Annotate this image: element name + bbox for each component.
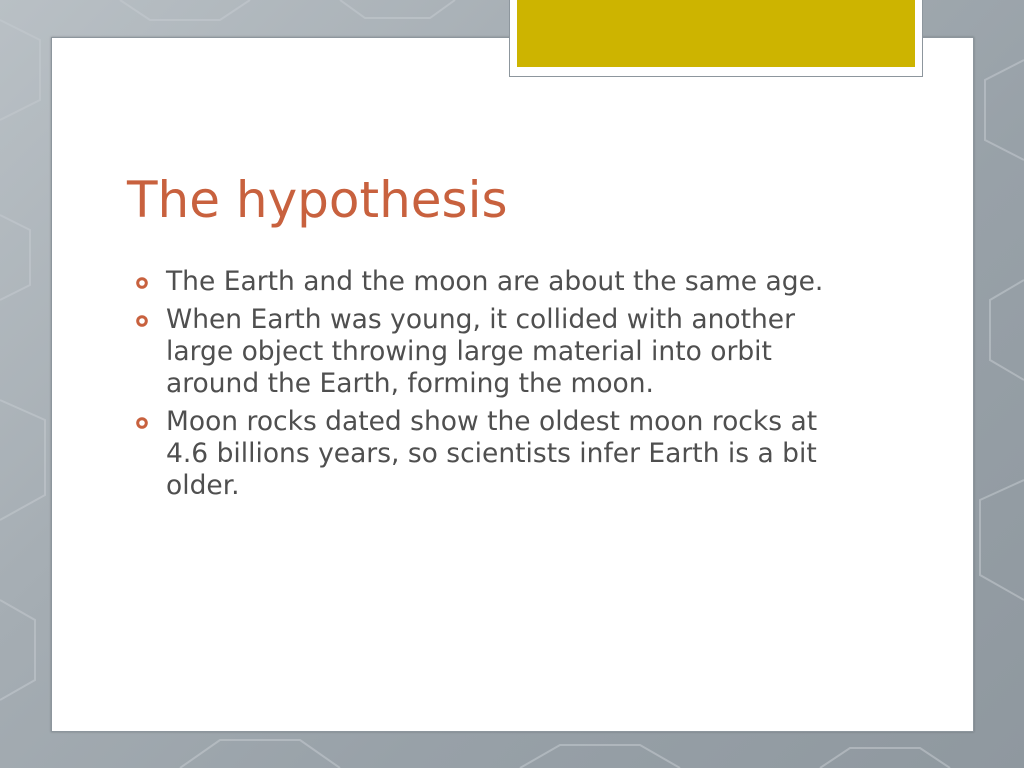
- bullet-item: [136, 266, 866, 298]
- bullet-text: Moon rocks dated show the oldest moon rocks at 4.6 billions years, so scientists infer Earth is a bit older.: [166, 406, 818, 501]
- slide-title: The hypothesis: [127, 171, 508, 229]
- ring-bullet-icon: [136, 315, 148, 327]
- bullet-item: [136, 304, 866, 400]
- accent-block: [517, 0, 915, 67]
- ring-bullet-icon: [136, 277, 148, 289]
- bullet-text: The Earth and the moon are about the same age.: [166, 266, 824, 297]
- ring-bullet-icon: [136, 417, 148, 429]
- bullet-list: [136, 266, 866, 508]
- bullet-item: [136, 406, 866, 502]
- bullet-text: When Earth was young, it collided with another large object throwing large material into orbit around the Earth, forming the moon.: [166, 304, 795, 399]
